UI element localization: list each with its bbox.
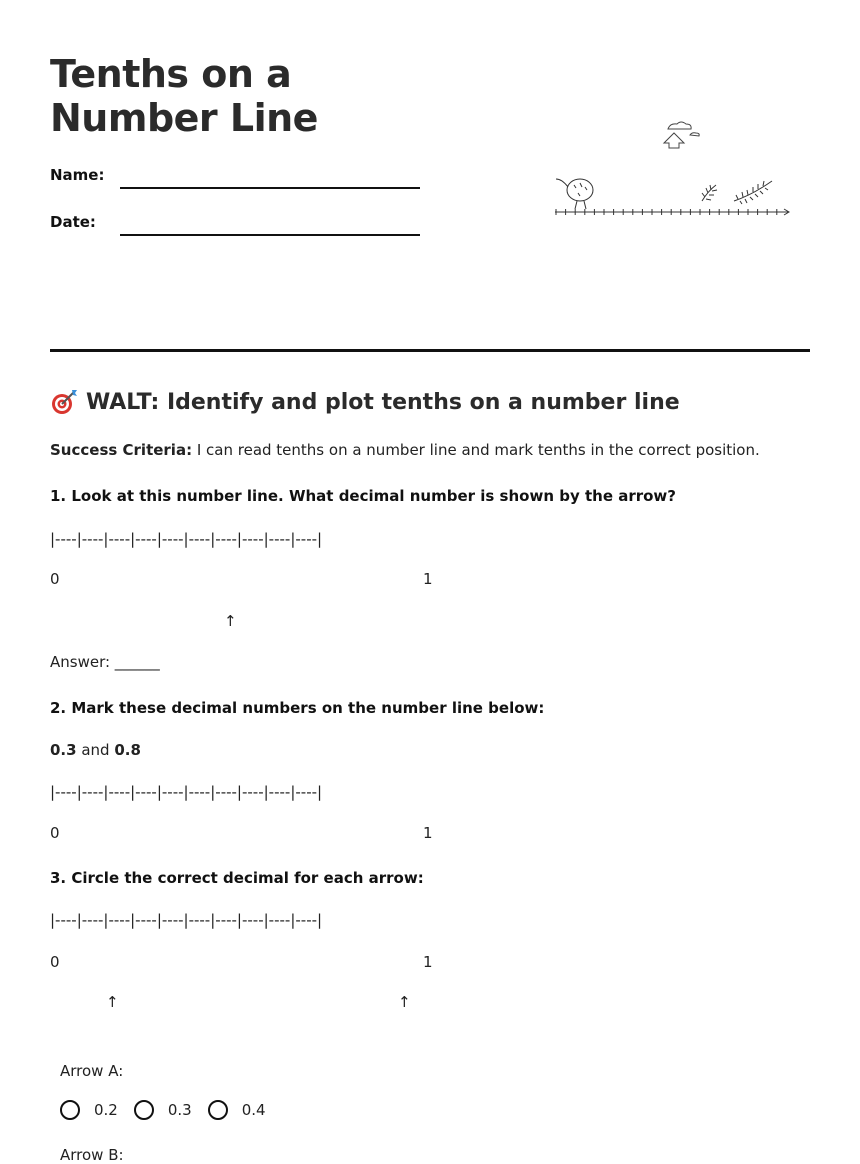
q3-start-label: 0	[50, 953, 60, 971]
q1-answer-field[interactable]: Answer: ______	[50, 653, 160, 671]
q2-number-line[interactable]: |----|----|----|----|----|----|----|----|----|----|	[50, 783, 323, 801]
arrow-b-label: Arrow B:	[60, 1146, 124, 1164]
section-divider	[50, 349, 810, 352]
mini-number-line	[555, 209, 789, 215]
q3-end-label: 1	[423, 953, 433, 971]
success-criteria	[50, 441, 760, 459]
q3-number-line: |----|----|----|----|----|----|----|----|----|----|	[50, 911, 323, 929]
kiwi-bird-icon	[556, 179, 593, 209]
q1-number-line: |----|----|----|----|----|----|----|----|----|----|	[50, 530, 323, 548]
arrow-a-option-radio[interactable]	[60, 1100, 80, 1120]
walt-heading	[50, 389, 680, 415]
arrow-a-option-label: 0.3	[167, 1101, 192, 1119]
target-icon	[50, 389, 78, 415]
q1-start-label: 0	[50, 570, 60, 588]
arrow-a-option-label: 0.4	[241, 1101, 266, 1119]
name-label: Name:	[50, 166, 105, 184]
page-title: Tenths on a Number Line	[50, 52, 318, 140]
fern-frond-icon	[734, 181, 772, 204]
q2-values	[50, 741, 141, 759]
arrow-a-option-radio[interactable]	[134, 1100, 154, 1120]
success-criteria-text: I can read tenths on a number line and mark tenths in the correct position.	[192, 441, 760, 459]
fern-icon	[702, 185, 717, 201]
q2-value-b: 0.8	[114, 741, 141, 759]
date-label: Date:	[50, 213, 96, 231]
mountain-icon	[664, 133, 684, 148]
q2-end-label: 1	[423, 824, 433, 842]
question-1: 1. Look at this number line. What decimal number is shown by the arrow?	[50, 487, 676, 505]
q1-end-label: 1	[423, 570, 433, 588]
question-3: 3. Circle the correct decimal for each arrow:	[50, 869, 424, 887]
arrow-a-label: Arrow A:	[60, 1062, 124, 1080]
q1-arrow-icon: ↑	[224, 612, 237, 630]
arrow-a-option-radio[interactable]	[208, 1100, 228, 1120]
header-illustration	[550, 115, 795, 225]
q2-value-a: 0.3	[50, 741, 77, 759]
date-field[interactable]	[120, 234, 420, 236]
success-criteria-label: Success Criteria:	[50, 441, 193, 459]
q3-arrow-b-icon: ↑	[398, 993, 411, 1011]
q3-arrow-a-icon: ↑	[106, 993, 119, 1011]
question-2: 2. Mark these decimal numbers on the number line below:	[50, 699, 545, 717]
q2-start-label: 0	[50, 824, 60, 842]
walt-heading-text: WALT: Identify and plot tenths on a number line	[86, 389, 680, 415]
q2-connector: and	[76, 741, 115, 759]
arrow-a-option-label: 0.2	[94, 1101, 118, 1119]
arrow-a-options	[60, 1100, 282, 1120]
name-field[interactable]	[120, 187, 420, 189]
